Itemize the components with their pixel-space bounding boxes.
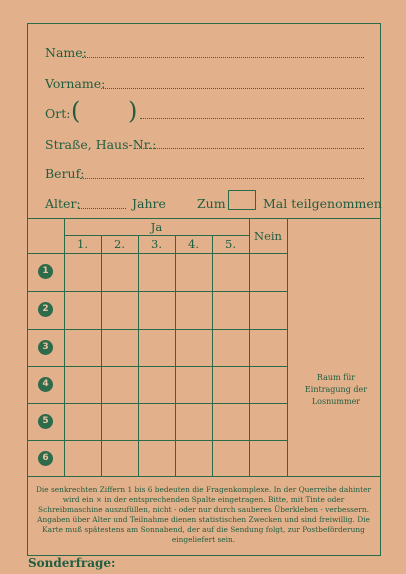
strasse-field[interactable] bbox=[134, 148, 364, 149]
losnummer-area-label: Raum für Eintragung der Losnummer bbox=[304, 373, 368, 406]
beruf-label: Beruf: bbox=[45, 166, 85, 181]
instructions-text: Die senkrechten Ziffern 1 bis 6 bedeuten die Fragenkomplexe. In der Querreihe dahinter wird ein × in der entsprechenden Spalte eingetragen. Bitte, mit Tinte oder Schreibmaschine auszufüllen, nicht - oder nur durch sauberes Überkleben - verbessern. Angaben über Alter und Teilnahme dienen statistischen Zwecken und sind freiwillig. Die Karte muß spätestens am Sonnabend, der auf die Sendung folgt, zur Postbeförderung eingeliefert sein. bbox=[36, 485, 371, 544]
name-label: Name: bbox=[45, 45, 87, 60]
row-divider bbox=[27, 291, 287, 292]
row-divider bbox=[27, 366, 287, 367]
strasse-label: Straße, Haus-Nr.: bbox=[45, 137, 157, 152]
row-number-3: 3 bbox=[38, 340, 53, 355]
column-header-2: 2. bbox=[114, 237, 125, 251]
sonderfrage-label: Sonderfrage: bbox=[28, 556, 116, 570]
column-divider bbox=[138, 235, 139, 476]
alter-field[interactable] bbox=[78, 208, 126, 209]
column-divider bbox=[249, 218, 250, 476]
zum-label: Zum bbox=[197, 196, 226, 211]
column-header-4: 4. bbox=[188, 237, 199, 251]
column-header-3: 3. bbox=[151, 237, 162, 251]
column-divider bbox=[287, 218, 288, 476]
row-divider bbox=[27, 440, 287, 441]
ja-subheader-line bbox=[64, 235, 249, 236]
jahre-label: Jahre bbox=[132, 196, 166, 211]
row-number-5: 5 bbox=[38, 414, 53, 429]
teilnahme-anzahl-box[interactable] bbox=[228, 190, 256, 210]
alter-label: Alter: bbox=[45, 196, 81, 211]
name-field[interactable] bbox=[82, 57, 364, 58]
table-header-bottom bbox=[27, 253, 287, 254]
ja-header: Ja bbox=[150, 220, 163, 234]
column-divider bbox=[101, 235, 102, 476]
column-header-5: 5. bbox=[225, 237, 236, 251]
table-bottom-border bbox=[27, 476, 381, 477]
table-top-border bbox=[27, 218, 381, 219]
column-divider bbox=[175, 235, 176, 476]
beruf-field[interactable] bbox=[80, 178, 364, 179]
column-header-1: 1. bbox=[77, 237, 88, 251]
row-divider bbox=[27, 329, 287, 330]
row-number-4: 4 bbox=[38, 377, 53, 392]
row-number-1: 1 bbox=[38, 264, 53, 279]
vorname-label: Vorname: bbox=[45, 76, 106, 91]
row-divider bbox=[27, 403, 287, 404]
ort-paren-open: ( bbox=[71, 97, 81, 125]
row-number-6: 6 bbox=[38, 451, 53, 466]
ort-field[interactable] bbox=[140, 118, 364, 119]
row-number-2: 2 bbox=[38, 302, 53, 317]
column-divider bbox=[212, 235, 213, 476]
ort-label: Ort: bbox=[45, 106, 71, 121]
teilgenommen-label: Mal teilgenommen bbox=[263, 196, 382, 211]
vorname-field[interactable] bbox=[101, 88, 364, 89]
column-divider bbox=[64, 218, 65, 476]
postleitzahl-field[interactable] bbox=[80, 118, 126, 119]
ort-paren-close: ) bbox=[128, 97, 138, 125]
nein-header: Nein bbox=[254, 229, 282, 243]
